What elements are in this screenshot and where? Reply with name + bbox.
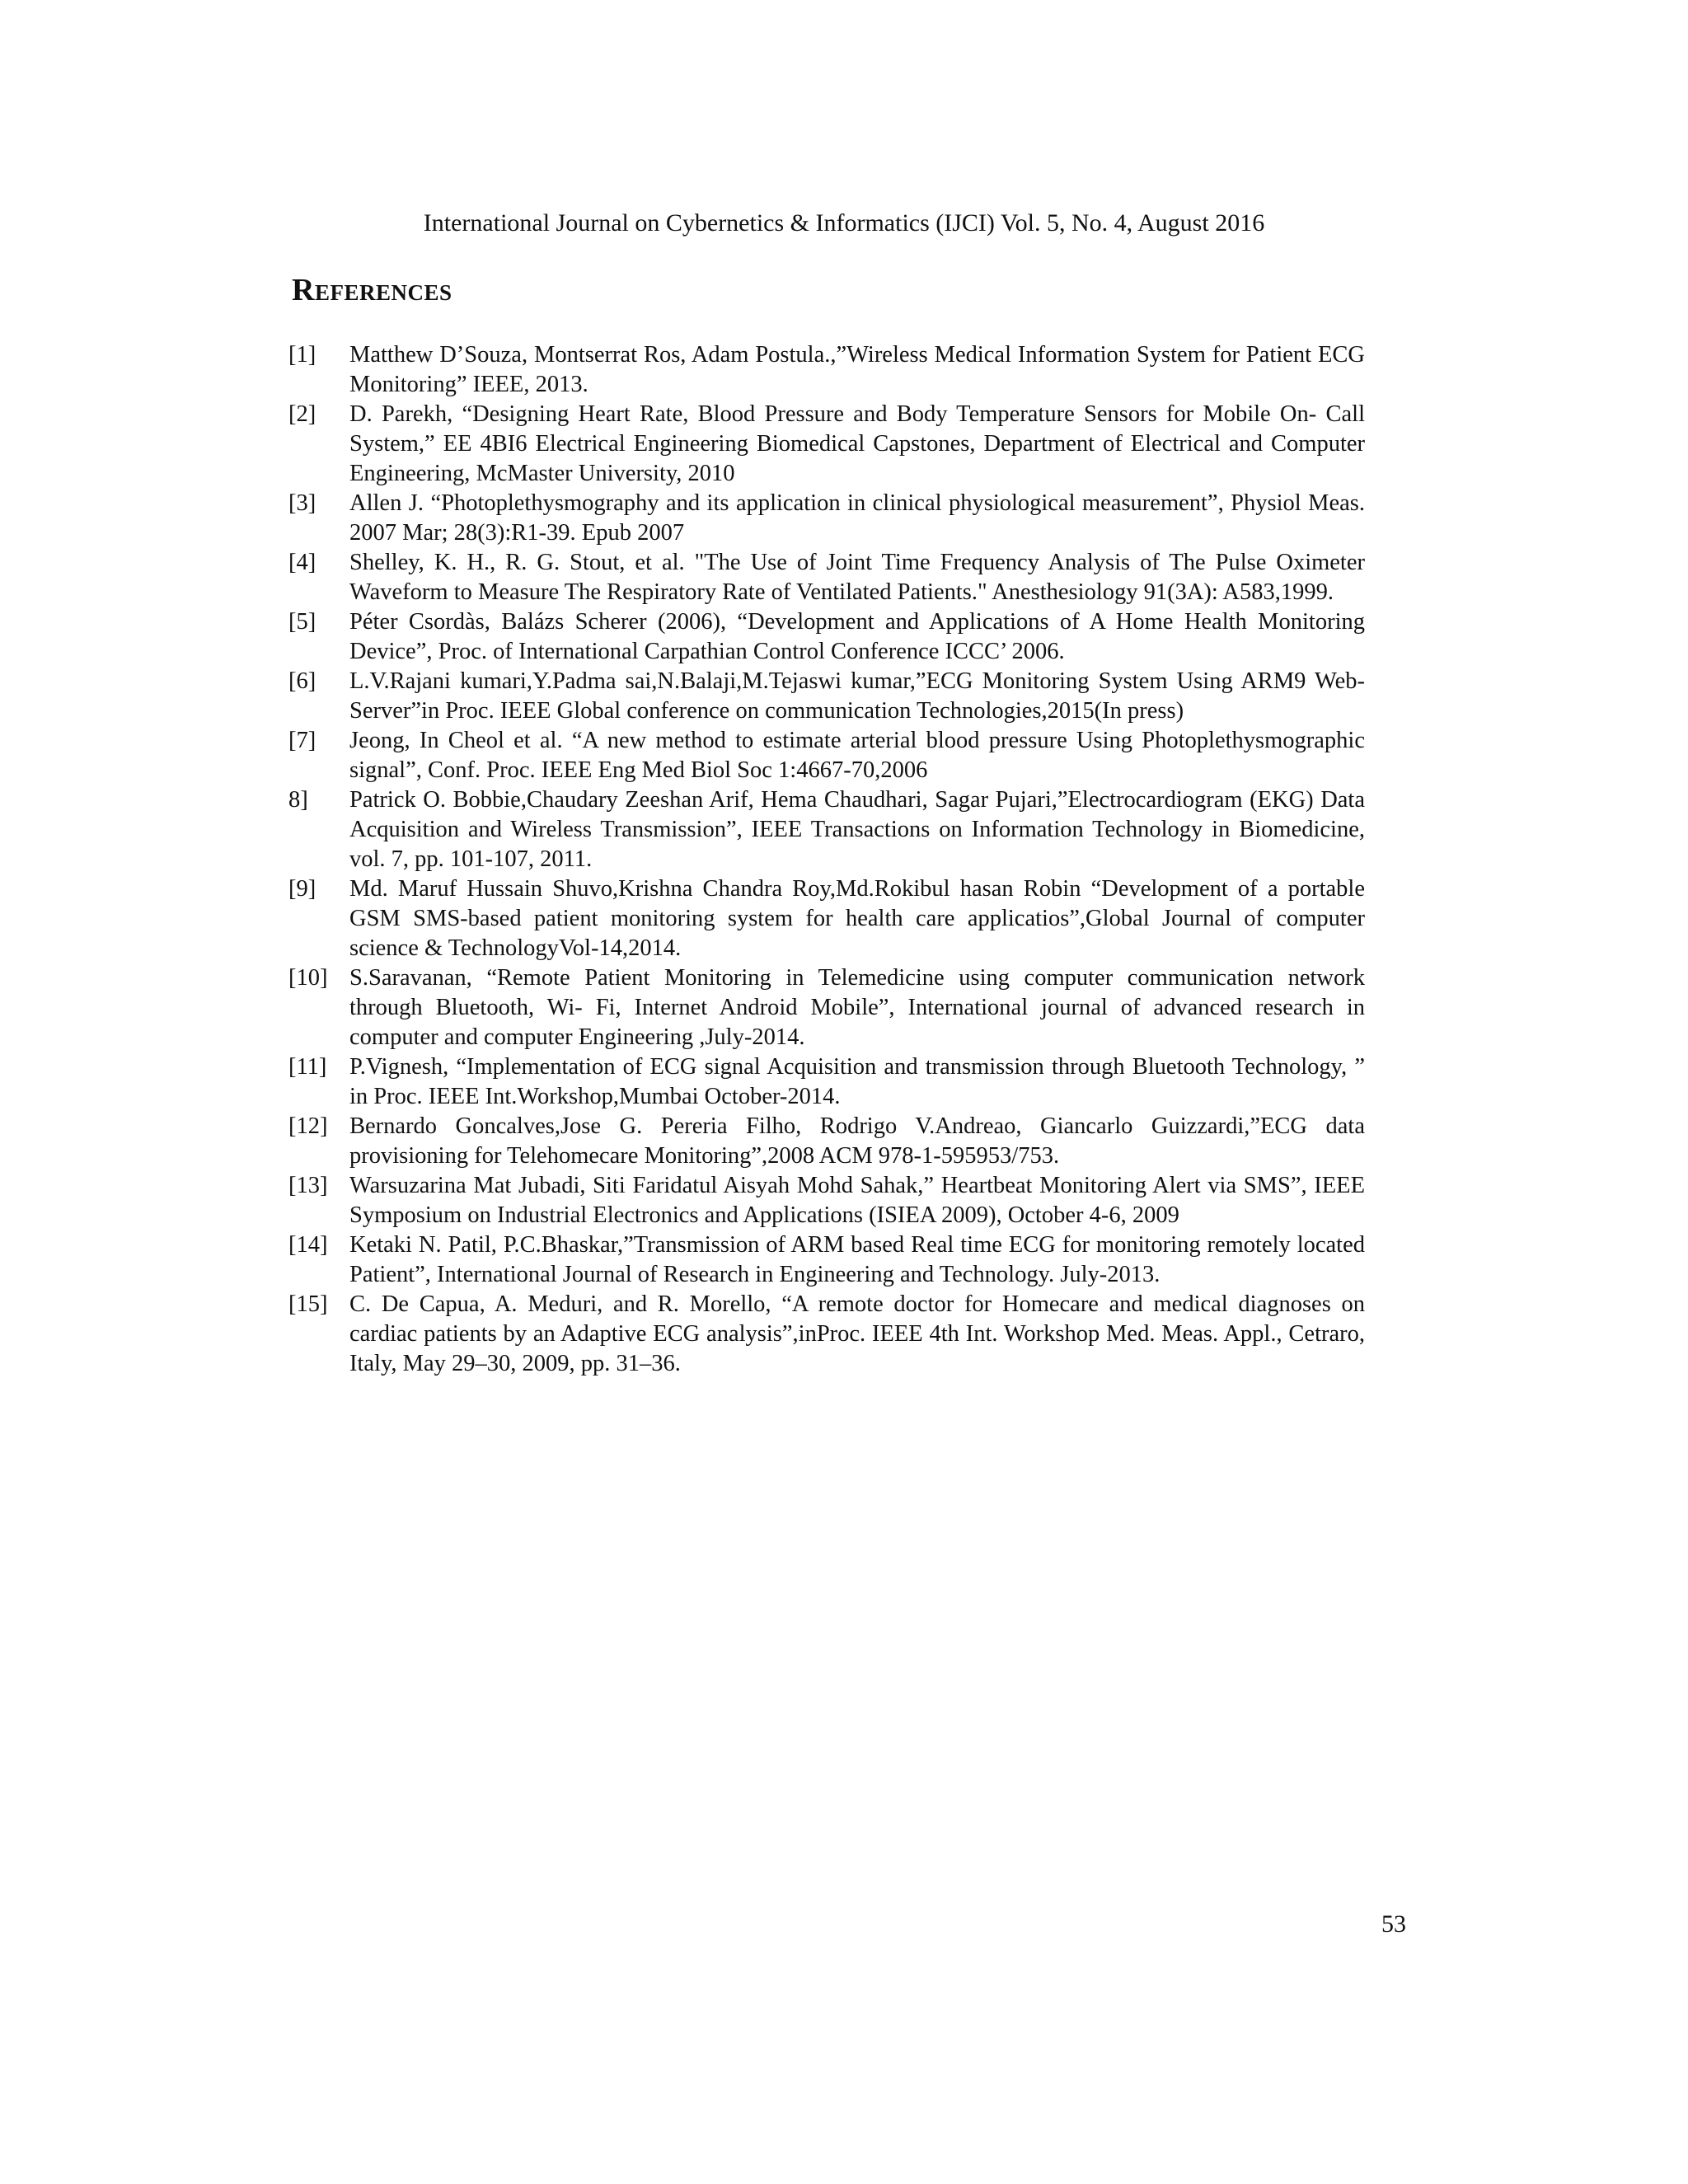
reference-text: P.Vignesh, “Implementation of ECG signal Acquisition and transmission through Bluetooth Technology, ” in Proc. IEEE Int.Workshop,Mumbai October-2014. (349, 1054, 1365, 1109)
reference-item (288, 548, 1365, 607)
reference-number: [6] (288, 668, 316, 694)
reference-text: Md. Maruf Hussain Shuvo,Krishna Chandra Roy,Md.Rokibul hasan Robin “Development of a portable GSM SMS-based patient monitoring system for health care applicatios”,Global Journal of computer science & TechnologyVol-14,2014. (349, 876, 1365, 961)
reference-text: D. Parekh, “Designing Heart Rate, Blood Pressure and Body Temperature Sensors for Mobile On- Call System,” EE 4BI6 Electrical Engineering Biomedical Capstones, Department of Electrical and Computer Engineering, McMaster University, 2010 (349, 401, 1365, 486)
reference-item (288, 607, 1365, 667)
reference-text: Patrick O. Bobbie,Chaudary Zeeshan Arif, Hema Chaudhari, Sagar Pujari,”Electrocardiogram (EKG) Data Acquisition and Wireless Transmission”, IEEE Transactions on Information Technology in Biomedicine, vol. 7, pp. 101-107, 2011. (349, 787, 1365, 872)
reference-text: Warsuzarina Mat Jubadi, Siti Faridatul Aisyah Mohd Sahak,” Heartbeat Monitoring Alert via SMS”, IEEE Symposium on Industrial Electronics and Applications (ISIEA 2009), October 4-6, 2009 (349, 1173, 1365, 1228)
reference-item (288, 785, 1365, 874)
page-number: 53 (1381, 1910, 1406, 1938)
reference-text: Shelley, K. H., R. G. Stout, et al. "The Use of Joint Time Frequency Analysis of The Pulse Oximeter Waveform to Measure The Respiratory Rate of Ventilated Patients." Anesthesiology 91(3A): A583,1999. (349, 550, 1365, 605)
reference-item (288, 489, 1365, 548)
reference-number: [13] (288, 1173, 328, 1198)
reference-item (288, 1290, 1365, 1379)
reference-number: [11] (288, 1054, 327, 1080)
reference-item (288, 400, 1365, 489)
reference-number: [9] (288, 876, 316, 902)
reference-item (288, 1052, 1365, 1112)
reference-item (288, 726, 1365, 785)
reference-number: [2] (288, 401, 316, 427)
reference-text: Péter Csordàs, Balázs Scherer (2006), “Development and Applications of A Home Health Monitoring Device”, Proc. of International Carpathian Control Conference ICCC’ 2006. (349, 609, 1365, 664)
reference-text: Allen J. “Photoplethysmography and its application in clinical physiological measurement”, Physiol Meas. 2007 Mar; 28(3):R1-39. Epub 2007 (349, 490, 1365, 546)
reference-text: L.V.Rajani kumari,Y.Padma sai,N.Balaji,M.Tejaswi kumar,”ECG Monitoring System Using ARM9 Web-Server”in Proc. IEEE Global conference on communication Technologies,2015(In press) (349, 668, 1365, 724)
reference-text: Matthew D’Souza, Montserrat Ros, Adam Postula.,”Wireless Medical Information System for Patient ECG Monitoring” IEEE, 2013. (349, 342, 1365, 397)
reference-item (288, 340, 1365, 400)
section-title (292, 272, 452, 311)
reference-number: [3] (288, 490, 316, 516)
reference-number: [1] (288, 342, 316, 368)
reference-text: Jeong, In Cheol et al. “A new method to estimate arterial blood pressure Using Photoplethysmographic signal”, Conf. Proc. IEEE Eng Med Biol Soc 1:4667-70,2006 (349, 728, 1365, 783)
reference-text: Ketaki N. Patil, P.C.Bhaskar,”Transmission of ARM based Real time ECG for monitoring remotely located Patient”, International Journal of Research in Engineering and Technology. July-2013. (349, 1232, 1365, 1287)
running-header: International Journal on Cybernetics & Informatics (IJCI) Vol. 5, No. 4, August 2016 (423, 209, 1265, 237)
reference-item (288, 1230, 1365, 1290)
section-title-initial: R (292, 273, 315, 307)
reference-number: 8] (288, 787, 308, 813)
reference-number: [5] (288, 609, 316, 635)
reference-item (288, 874, 1365, 963)
reference-item (288, 963, 1365, 1052)
reference-text: Bernardo Goncalves,Jose G. Pereria Filho, Rodrigo V.Andreao, Giancarlo Guizzardi,”ECG data provisioning for Telehomecare Monitoring”,2008 ACM 978-1-595953/753. (349, 1113, 1365, 1169)
reference-number: [15] (288, 1291, 328, 1317)
reference-number: [12] (288, 1113, 328, 1139)
reference-number: [10] (288, 965, 328, 991)
reference-number: [4] (288, 550, 316, 575)
reference-text: C. De Capua, A. Meduri, and R. Morello, “A remote doctor for Homecare and medical diagnoses on cardiac patients by an Adaptive ECG analysis”,inProc. IEEE 4th Int. Workshop Med. Meas. Appl., Cetraro, Italy, May 29–30, 2009, pp. 31–36. (349, 1291, 1365, 1376)
reference-item (288, 667, 1365, 726)
reference-text: S.Saravanan, “Remote Patient Monitoring in Telemedicine using computer communication network through Bluetooth, Wi- Fi, Internet Android Mobile”, International journal of advanced research in computer and computer Engineering ,July-2014. (349, 965, 1365, 1050)
reference-number: [7] (288, 728, 316, 753)
reference-number: [14] (288, 1232, 328, 1258)
reference-list (288, 340, 1365, 1379)
section-title-rest: EFERENCES (314, 280, 452, 305)
reference-item (288, 1112, 1365, 1171)
reference-item (288, 1171, 1365, 1230)
